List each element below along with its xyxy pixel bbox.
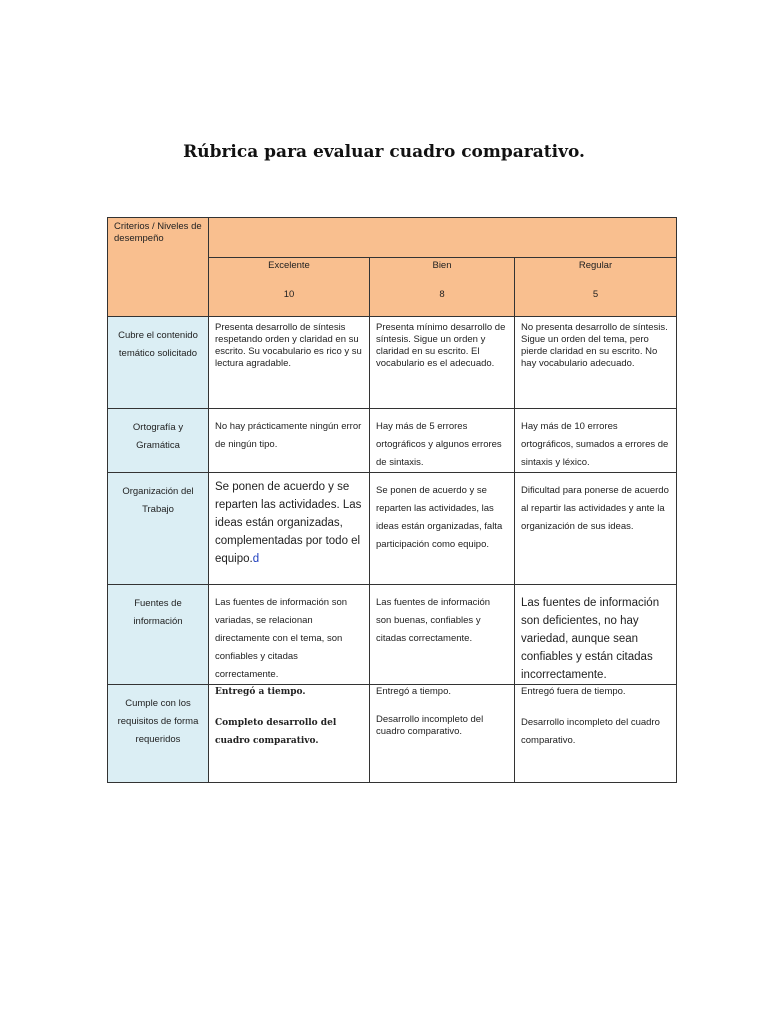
- document-title: Rúbrica para evaluar cuadro comparativo.: [183, 142, 585, 162]
- criterion-label: Cubre el contenido temático solicitado: [118, 330, 198, 359]
- level-name: Excelente: [268, 260, 310, 271]
- descriptor-text: Las fuentes de información son buenas, confiables y citadas correctamente.: [376, 597, 491, 644]
- descriptor-text: [209, 685, 369, 750]
- descriptor-cell: [209, 585, 370, 685]
- descriptor-cell: [209, 409, 370, 473]
- criterion-cell: [108, 409, 209, 473]
- criterion-cell: [108, 585, 209, 685]
- completion-line: Desarrollo incompleto del cuadro comparativo.: [376, 714, 484, 737]
- descriptor-text: Hay más de 10 errores ortográficos, sumados a errores de sintaxis y léxico.: [521, 421, 669, 468]
- criterion-label: Fuentes de información: [133, 598, 183, 627]
- table-row: [108, 585, 677, 685]
- completion-line: Desarrollo incompleto del cuadro comparativo.: [521, 717, 660, 746]
- descriptor-text: Dificultad para ponerse de acuerdo al repartir las actividades y ante la organización de sus ideas.: [521, 485, 669, 532]
- descriptor-cell: [515, 473, 677, 585]
- descriptor-cell: [515, 685, 677, 783]
- descriptor-text: Hay más de 5 errores ortográficos y algunos errores de sintaxis.: [376, 421, 502, 468]
- descriptor-cell: [370, 317, 515, 409]
- header-row: [108, 218, 677, 258]
- rubric-table: [107, 217, 677, 783]
- delivery-line: Entregó fuera de tiempo.: [521, 686, 626, 697]
- descriptor-text: Presenta desarrollo de síntesis respetando orden y claridad en su escrito. Su vocabulario es rico y su lectura agradable.: [215, 322, 362, 369]
- delivery-line: Entregó a tiempo.: [376, 686, 451, 697]
- table-row: [108, 409, 677, 473]
- descriptor-text: Presenta mínimo desarrollo de síntesis. Sigue un orden y claridad en su escrito. El vocabulario es el adecuado.: [376, 322, 506, 369]
- level-name: Regular: [578, 260, 613, 271]
- trailing-character: d: [252, 553, 260, 565]
- criterion-label: Organización del Trabajo: [122, 486, 194, 515]
- descriptor-cell: [515, 317, 677, 409]
- descriptor-text: Las fuentes de información son variadas, se relacionan directamente con el tema, son confiables y citadas correctamente.: [215, 597, 348, 680]
- descriptor-cell: [209, 317, 370, 409]
- table-row: [108, 317, 677, 409]
- descriptor-cell: [515, 409, 677, 473]
- descriptor-cell: [515, 585, 677, 685]
- descriptor-text: No hay prácticamente ningún error de ningún tipo.: [215, 421, 362, 450]
- level-bien: [370, 258, 515, 317]
- header-span-cell: [209, 218, 677, 258]
- criterion-label: Ortografía y Gramática: [132, 422, 184, 451]
- descriptor-text: [209, 473, 369, 568]
- descriptor-main-text: Se ponen de acuerdo y se reparten las actividades. Las ideas están organizadas, complementadas por todo el equipo.: [215, 481, 362, 565]
- level-excelente: [209, 258, 370, 317]
- header-corner-cell: [108, 218, 209, 317]
- level-name: Bien: [432, 260, 452, 271]
- completion-line: Completo desarrollo del cuadro comparativo.: [215, 718, 337, 746]
- descriptor-text: [515, 685, 676, 750]
- descriptor-text: No presenta desarrollo de síntesis. Sigue un orden del tema, pero pierde claridad en su escrito. No hay vocabulario adecuado.: [521, 322, 668, 369]
- table-row: [108, 473, 677, 585]
- criterion-label: Cumple con los requisitos de forma requeridos: [117, 698, 199, 745]
- descriptor-text: Las fuentes de información son deficientes, no hay variedad, aunque sean confiables y están citadas incorrectamente.: [521, 597, 660, 681]
- level-score: 10: [283, 289, 295, 300]
- header-corner-label: Criterios / Niveles de desempeño: [114, 221, 202, 244]
- criterion-cell: [108, 685, 209, 783]
- table-row: [108, 685, 677, 783]
- descriptor-text: Se ponen de acuerdo y se reparten las actividades, las ideas están organizadas, falta participación como equipo.: [376, 485, 503, 550]
- level-regular: [515, 258, 677, 317]
- descriptor-cell: [209, 473, 370, 585]
- criterion-cell: [108, 317, 209, 409]
- descriptor-cell: [370, 685, 515, 783]
- descriptor-cell: [370, 585, 515, 685]
- descriptor-cell: [370, 409, 515, 473]
- criterion-cell: [108, 473, 209, 585]
- level-score: 5: [592, 289, 599, 300]
- delivery-line: Entregó a tiempo.: [215, 687, 306, 697]
- level-score: 8: [439, 289, 445, 300]
- descriptor-cell: [370, 473, 515, 585]
- descriptor-cell: [209, 685, 370, 783]
- descriptor-text: [370, 685, 514, 738]
